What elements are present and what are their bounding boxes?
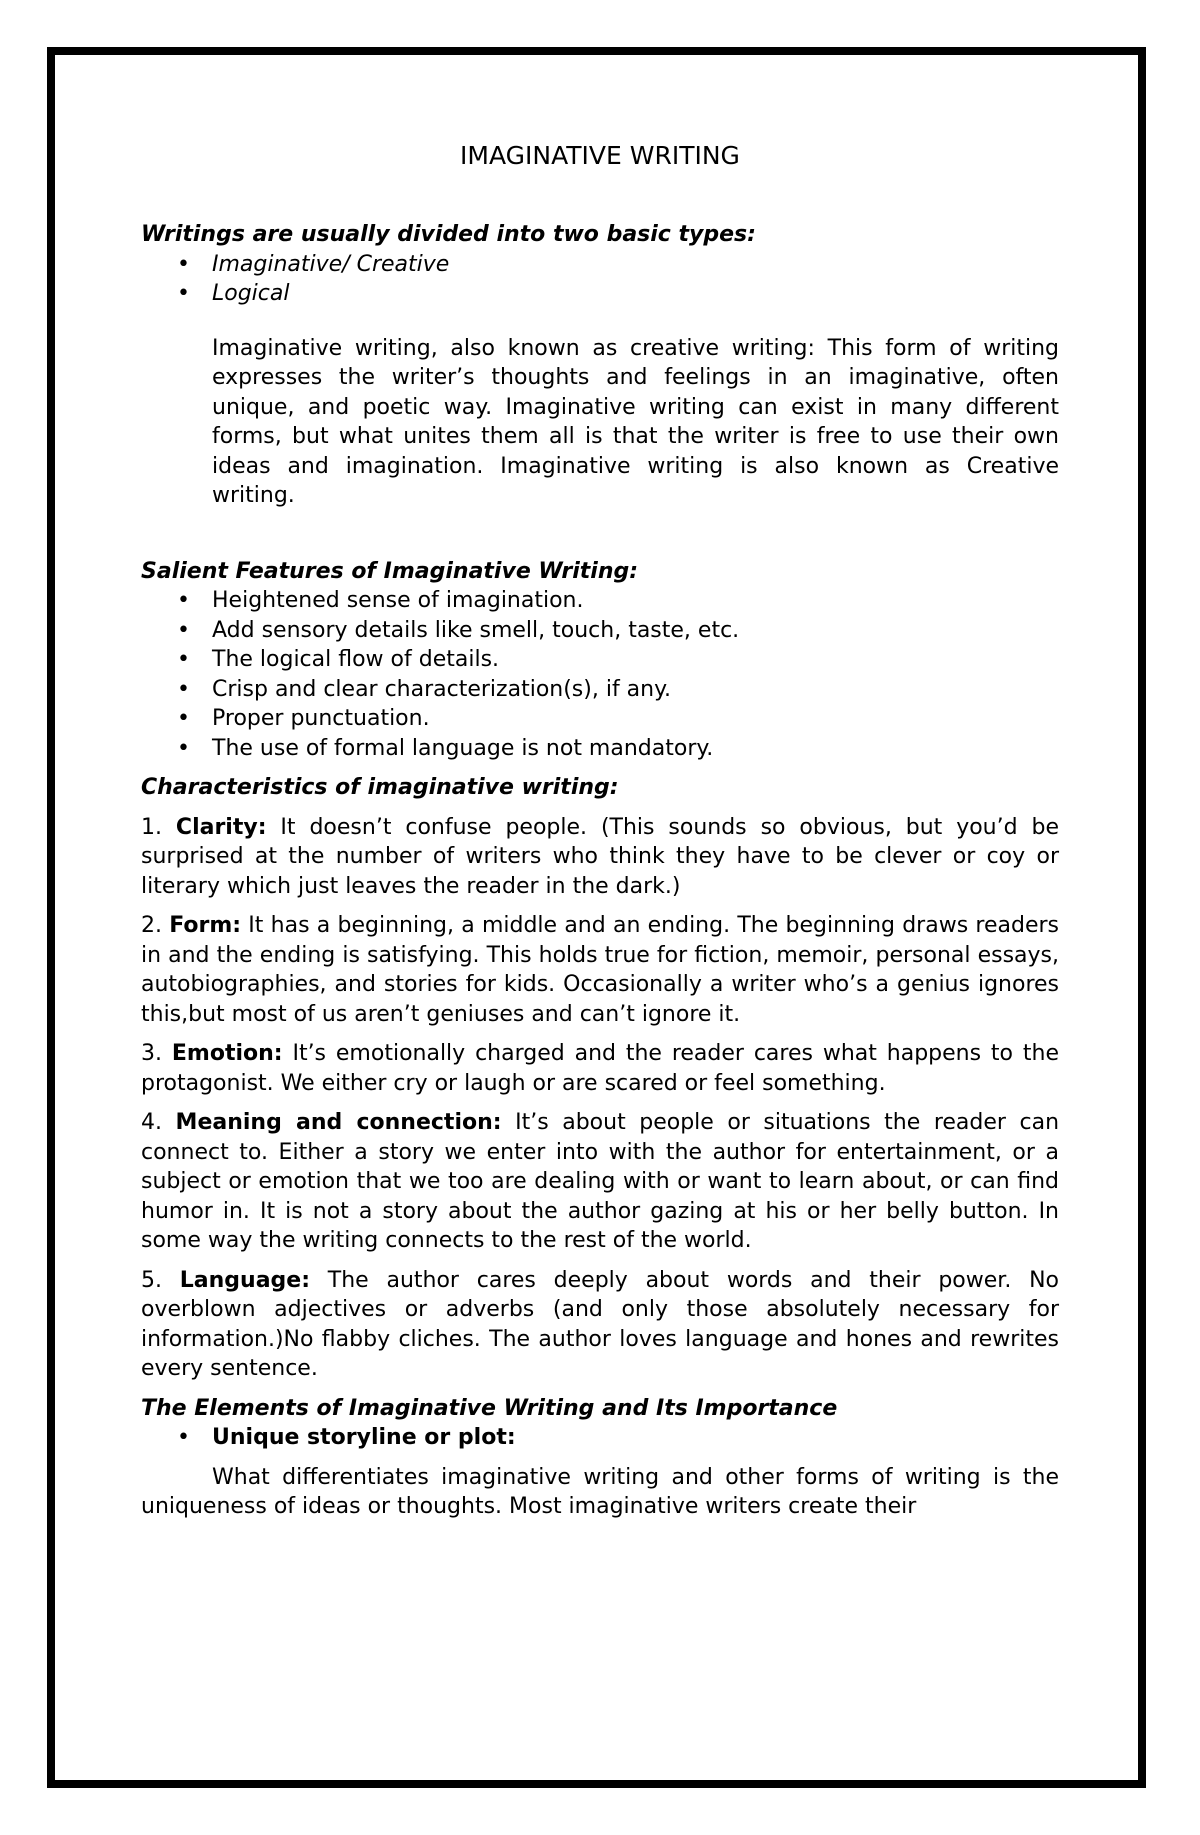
elements-heading: The Elements of Imaginative Writing and Its Importance (141, 1395, 838, 1421)
list-item: • Logical (141, 279, 1059, 309)
list-item: • Heightened sense of imagination. (141, 586, 1059, 616)
document-body (141, 140, 1059, 1522)
characteristic-term: Meaning and connection: (175, 1110, 502, 1135)
list-item (141, 1423, 1059, 1453)
features-heading: Salient Features of Imaginative Writing: (141, 558, 639, 584)
list-item: • Crisp and clear characterization(s), if any. (141, 675, 1059, 705)
list-item: • The use of formal language is not mandatory. (141, 734, 1059, 764)
document-title: IMAGINATIVE WRITING (460, 141, 740, 170)
characteristics-heading: Characteristics of imaginative writing: (141, 775, 619, 800)
characteristic-term: Language: (179, 1267, 311, 1293)
characteristic-term: Clarity: (175, 814, 267, 840)
list-item: • Proper punctuation. (141, 704, 1059, 734)
characteristic-item: 5. Language: The author cares deeply about words and their power. No overblown adjectives or adverbs (and only those absolutely necessary for information.)No flabby cliches. The author loves language and hones and rewrites every sentence. (141, 1267, 1059, 1381)
characteristic-item: 2. Form: It has a beginning, a middle and an ending. The beginning draws readers in and the ending is satisfying. This holds true for fiction, memoir, personal essays, autobiographies, and stories for kids. Occasionally a writer who’s a genius ignores this,but most of us aren’t geniuses and can’t ignore it. (141, 913, 1059, 1027)
list-item: • Add sensory details like smell, touch, taste, etc. (141, 616, 1059, 646)
characteristic-term: Form: (169, 913, 242, 938)
characteristic-item: 1. Clarity: It doesn’t confuse people. (This sounds so obvious, but you’d be surprised at the number of writers who think they have to be clever or coy or literary which just leaves the reader in the dark.) (141, 814, 1059, 899)
elements-subheading: Unique storyline or plot: (212, 1425, 516, 1450)
types-description: Imaginative writing, also known as creative writing: This form of writing expresses the writer’s thoughts and feelings in an imaginative, often unique, and poetic way. Imaginative writing can exist in many different forms, but what unites them all is that the writer is free to use their own ideas and imagination. Imaginative writing is also known as Creative writing. (212, 335, 1059, 508)
list-item: • Imaginative/ Creative (141, 250, 1059, 280)
list-item: • The logical flow of details. (141, 645, 1059, 675)
elements-list (141, 1423, 1059, 1453)
characteristic-item: 3. Emotion: It’s emotionally charged and the reader cares what happens to the protagonist. We either cry or laugh or are scared or feel something. (141, 1041, 1060, 1096)
characteristic-term: Emotion: (171, 1041, 283, 1066)
characteristic-item: 4. Meaning and connection: It’s about people or situations the reader can connect to. Either a story we enter into with the author for entertainment, or a subject or emotion that we too are dealing with or want to learn about, or can find humor in. It is not a story about the author gazing at his or her belly button. In some way the writing connects to the rest of the world. (141, 1110, 1060, 1253)
types-list (141, 250, 1059, 309)
features-list (141, 586, 1059, 763)
elements-text: What differentiates imaginative writing and other forms of writing is the uniqueness of ideas or thoughts. Most imaginative writers create their (141, 1464, 1059, 1519)
types-heading: Writings are usually divided into two basic types: (141, 222, 756, 247)
